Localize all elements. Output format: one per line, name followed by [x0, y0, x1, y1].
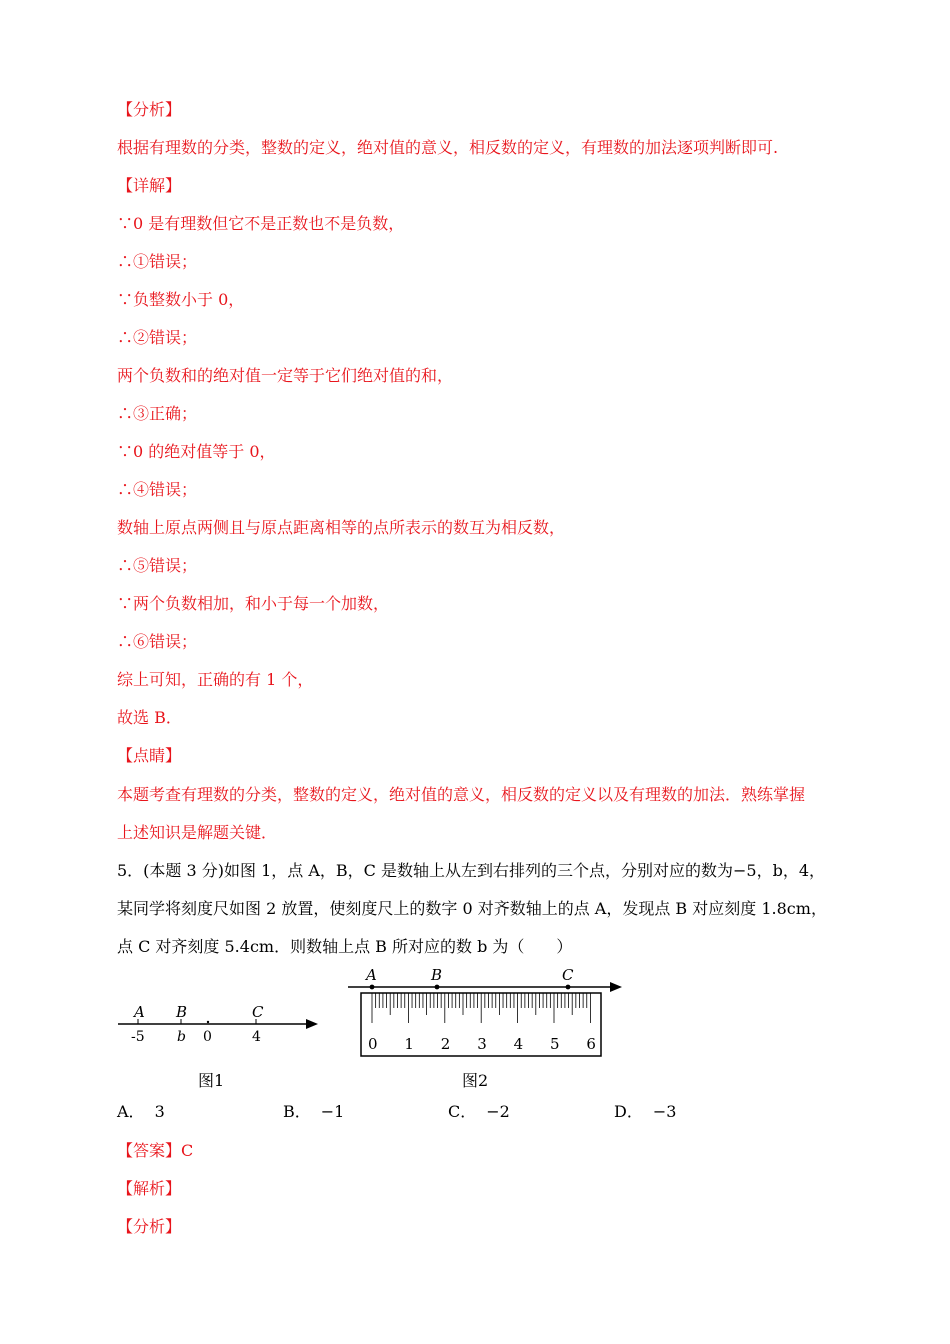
ruler-number: 3 — [477, 1035, 487, 1053]
text-line: 【分析】 — [117, 100, 182, 119]
option-d-label: D． — [614, 1102, 643, 1121]
question-figure — [110, 962, 630, 1092]
figure-2-ruler — [348, 966, 622, 1090]
option-b[interactable] — [283, 1102, 344, 1122]
option-c-value: −2 — [486, 1102, 510, 1121]
answer-line: 【答案】C — [117, 1141, 194, 1160]
point-b-dot — [435, 985, 440, 990]
text-line: ∴⑥错误； — [117, 632, 198, 651]
text-line: 数轴上原点两侧且与原点距离相等的点所表示的数互为相反数， — [117, 518, 566, 537]
option-b-value: −1 — [320, 1102, 345, 1121]
value-label-a: -5 — [131, 1029, 145, 1045]
point-c-dot — [566, 985, 571, 990]
point-label-a: A — [134, 1003, 145, 1021]
point-label-c: C — [562, 966, 574, 984]
question-line-3: 点 C 对齐刻度 5.4cm．则数轴上点 B 所对应的数 b 为（ ） — [117, 937, 573, 956]
text-line: ∵0 是有理数但它不是正数也不是负数， — [117, 214, 405, 233]
text-line: 【点睛】 — [117, 746, 182, 765]
value-label-origin: 0 — [203, 1029, 212, 1045]
text-line: ∴⑤错误； — [117, 556, 198, 575]
text-line: 根据有理数的分类，整数的定义，绝对值的意义，相反数的定义，有理数的加法逐项判断即可. — [117, 138, 779, 157]
text-line: ∴④错误； — [117, 480, 198, 499]
axis-arrow-icon — [610, 982, 622, 992]
text-line: 【解析】 — [117, 1179, 182, 1198]
figure-2-caption: 图2 — [462, 1071, 489, 1090]
text-line: ∴②错误； — [117, 328, 198, 347]
option-a-value: 3 — [154, 1102, 165, 1121]
text-line: 两个负数和的绝对值一定等于它们绝对值的和， — [117, 366, 454, 385]
origin-dot — [207, 1021, 209, 1023]
option-c-label: C． — [448, 1102, 477, 1121]
text-line: 故选 B． — [117, 708, 182, 727]
option-c[interactable] — [448, 1102, 510, 1122]
text-line: 【详解】 — [117, 176, 182, 195]
point-label-b: B — [176, 1003, 188, 1021]
option-a-label: A． — [117, 1102, 145, 1121]
value-label-c: 4 — [252, 1029, 261, 1045]
text-line: 【分析】 — [117, 1217, 182, 1236]
point-label-b: B — [431, 966, 443, 984]
ruler-number: 6 — [586, 1035, 596, 1053]
text-line: 上述知识是解题关键． — [117, 823, 278, 842]
question-line-1: 5．(本题 3 分)如图 1，点 A，B，C 是数轴上从左到右排列的三个点，分别对应的数为−5，b，4， — [117, 861, 826, 880]
point-label-c: C — [252, 1003, 264, 1021]
value-label-b: b — [177, 1029, 186, 1045]
option-d[interactable] — [614, 1102, 676, 1122]
text-line: 综上可知，正确的有 1 个， — [117, 670, 314, 689]
ruler-number: 2 — [440, 1035, 451, 1053]
ruler-number: 0 — [368, 1035, 378, 1053]
axis-arrow-icon — [306, 1019, 318, 1029]
point-a-dot — [370, 985, 375, 990]
ruler-number: 5 — [550, 1035, 560, 1053]
figure-1-number-line — [118, 1003, 318, 1090]
text-line: ∵0 的绝对值等于 0， — [117, 442, 276, 461]
ruler-number: 4 — [513, 1035, 524, 1053]
ruler-number: 1 — [404, 1035, 414, 1053]
text-line: ∴①错误； — [117, 252, 198, 271]
question-line-2: 某同学将刻度尺如图 2 放置，使刻度尺上的数字 0 对齐数轴上的点 A，发现点 B 对应刻度 1.8cm， — [117, 899, 827, 918]
option-d-value: −3 — [652, 1102, 677, 1121]
text-line: ∵负整数小于 0， — [117, 290, 245, 309]
figure-1-caption: 图1 — [198, 1071, 225, 1090]
option-a[interactable] — [117, 1102, 165, 1122]
text-line: 本题考查有理数的分类，整数的定义，绝对值的意义，相反数的定义以及有理数的加法．熟练掌握 — [117, 785, 806, 804]
text-line: ∴③正确； — [117, 404, 198, 423]
point-label-a: A — [366, 966, 377, 984]
option-b-label: B． — [283, 1102, 311, 1121]
text-line: ∵两个负数相加，和小于每一个加数， — [117, 594, 390, 613]
